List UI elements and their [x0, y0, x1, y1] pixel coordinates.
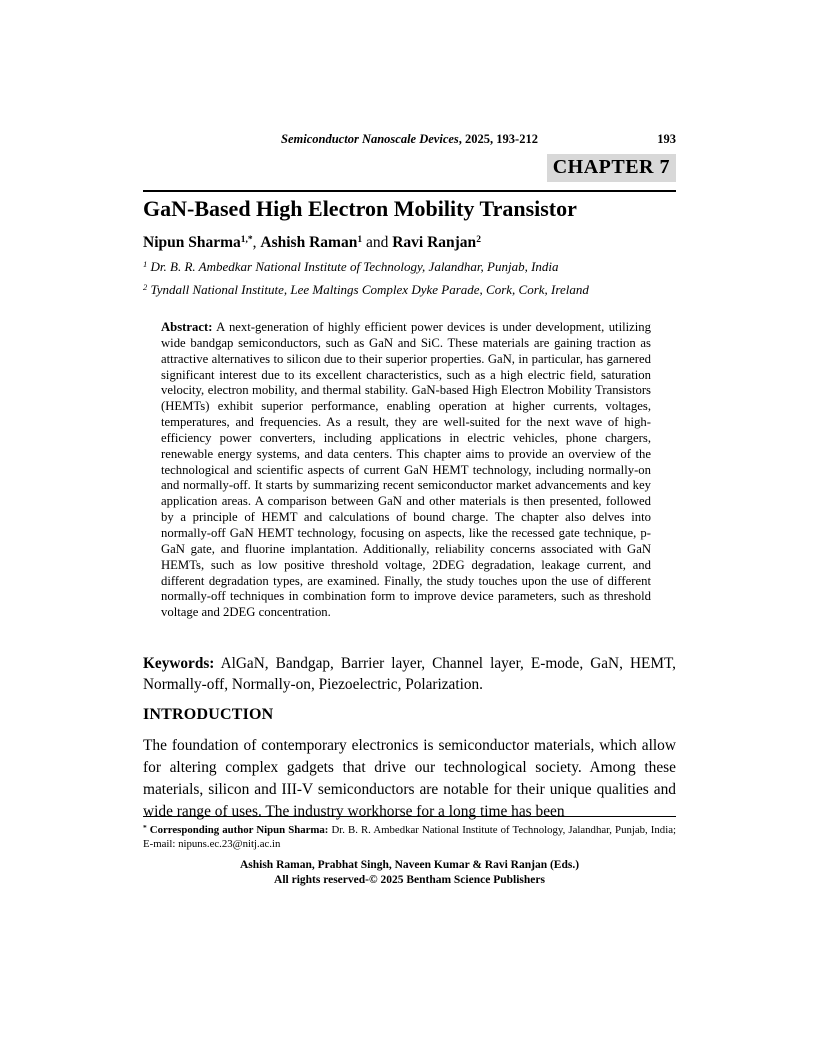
- footer-rights: All rights reserved-© 2025 Bentham Science Publishers: [274, 873, 545, 886]
- affiliation-superscript: 1: [143, 259, 148, 269]
- authors-line: [143, 234, 676, 252]
- footnote-text: Dr. B. R. Ambedkar National Institute of Technology, Jalandhar, Punjab, India; E-mail: nipuns.ec.23@nitj.ac.in: [143, 824, 676, 850]
- footnote-bold-text: Corresponding author Nipun Sharma:: [146, 824, 329, 836]
- running-head-row: [143, 132, 676, 148]
- author-superscript: 1: [357, 235, 363, 245]
- affiliation: [143, 259, 676, 275]
- running-head: [143, 132, 676, 147]
- page-title: GaN-Based High Electron Mobility Transistor: [143, 196, 577, 221]
- section-heading-introduction: INTRODUCTION: [143, 706, 274, 723]
- keywords-label: Keywords:: [143, 655, 215, 672]
- page-footer: [143, 858, 676, 887]
- chapter-label: CHAPTER 7: [547, 154, 676, 182]
- affiliation-text: Dr. B. R. Ambedkar National Institute of Technology, Jalandhar, Punjab, India: [147, 259, 559, 274]
- affiliation-text: Tyndall National Institute, Lee Maltings Complex Dyke Parade, Cork, Cork, Ireland: [147, 282, 589, 297]
- page-number: 193: [657, 132, 676, 146]
- abstract-text: A next-generation of highly efficient power devices is under development, utilizing wide bandgap semiconductors, such as GaN and SiC. These materials are gaining traction as attractive alternatives to silicon due to their superior properties. GaN, in particular, has garnered significant interest due to its excellent characteristics, such as a high electric field, saturation velocity, electron mobility, and thermal stability. GaN-based High Electron Mobility Transistors (HEMTs) exhibit superior performance, enabling operation at higher currents, voltages, temperatures, and frequencies. As a result, they are well-suited for the next wave of high-efficiency power converters, including applications in electric vehicles, phone chargers, renewable energy systems, and data centers. This chapter aims to provide an overview of the technological and scientific aspects of current GaN HEMT technology, including normally-on and normally-off. It starts by summarizing recent semiconductor market advancements and key application areas. A comparison between GaN and other materials is then presented, followed by a principle of HEMT and calculations of bound charge. The chapter also delves into normally-off GaN HEMT technology, focusing on aspects, like the recessed gate technique, p-GaN gate, and fluorine implantation. Additionally, reliability concerns associated with GaN HEMTs, such as low positive threshold voltage, 2DEG degradation, leakage current, and different degradation types, are examined. Finally, the study touches upon the use of different normally-off techniques in combination form to improve device parameters, such as threshold voltage and 2DEG concentration.: [161, 320, 651, 620]
- authors-separator: ,: [252, 234, 261, 251]
- chapter-row: [143, 154, 676, 192]
- footnote: [143, 821, 676, 851]
- author-name: Ravi Ranjan: [392, 234, 477, 251]
- running-head-journal: Semiconductor Nanoscale Devices: [281, 132, 459, 146]
- keywords-text: AlGaN, Bandgap, Barrier layer, Channel layer, E-mode, GaN, HEMT, Normally-off, Normally-on, Piezoelectric, Polarization.: [143, 655, 676, 693]
- author-name: Nipun Sharma: [143, 234, 241, 251]
- author-name: Ashish Raman: [260, 234, 358, 251]
- abstract: [161, 320, 651, 621]
- author-superscript: 2: [476, 235, 481, 245]
- authors-separator: and: [362, 234, 393, 251]
- footnote-divider: [143, 816, 676, 817]
- author-superscript: 1,*: [240, 235, 253, 245]
- keywords: [143, 653, 676, 695]
- intro-paragraph: The foundation of contemporary electronics is semiconductor materials, which allow for altering complex gadgets that drive our technological society. Among these materials, silicon and III-V semiconductors are notable for their unique qualities and wide range of uses. The industry workhorse for a long time has been: [143, 737, 676, 820]
- affiliation-superscript: 2: [143, 282, 148, 292]
- footer-editors: Ashish Raman, Prabhat Singh, Naveen Kumar & Ravi Ranjan (Eds.): [239, 859, 580, 871]
- affiliation: [143, 282, 676, 298]
- running-head-issue: , 2025, 193-212: [458, 132, 538, 146]
- footnote-marker: *: [143, 823, 147, 832]
- abstract-label: Abstract:: [161, 320, 213, 334]
